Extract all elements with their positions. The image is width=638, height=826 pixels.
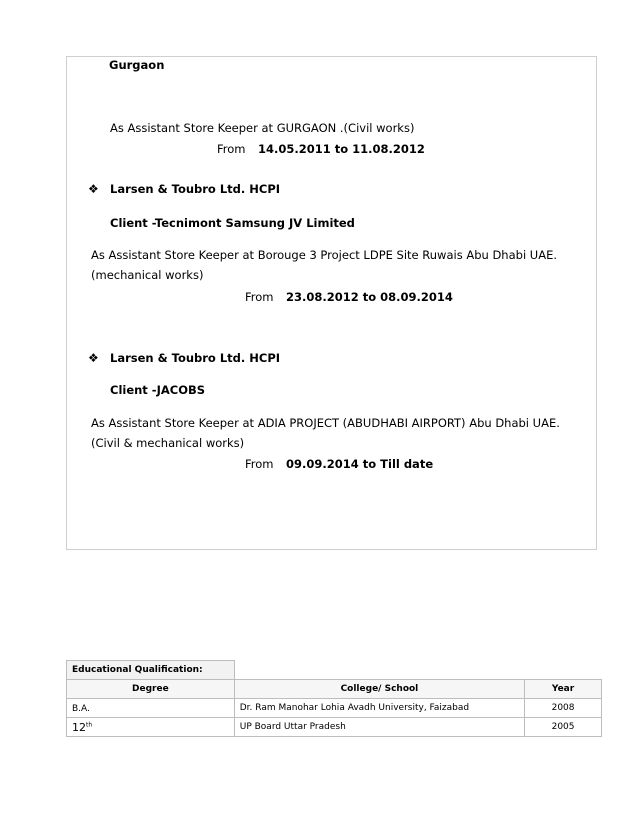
job2-scope: (mechanical works) xyxy=(91,268,204,282)
job1-role: As Assistant Store Keeper at GURGAON .(Civil works) xyxy=(110,121,415,135)
education-table xyxy=(66,660,602,737)
degree-cell: B.A. xyxy=(67,699,235,718)
bullet-diamond-icon: ❖ xyxy=(88,182,99,196)
column-header-degree: Degree xyxy=(67,680,235,699)
job3-role: As Assistant Store Keeper at ADIA PROJECT (ABUDHABI AIRPORT) Abu Dhabi UAE. xyxy=(91,416,560,430)
job2-from-label: From xyxy=(245,290,274,304)
location-label: Gurgaon xyxy=(109,58,165,72)
job3-client: Client -JACOBS xyxy=(110,383,206,397)
year-cell: 2008 xyxy=(525,699,602,718)
table-header-row xyxy=(67,680,602,699)
job1-from-label: From xyxy=(217,142,246,156)
column-header-college: College/ School xyxy=(234,680,524,699)
job3-scope: (Civil & mechanical works) xyxy=(91,436,245,450)
college-cell: Dr. Ram Manohar Lohia Avadh University, Faizabad xyxy=(234,699,524,718)
job3-from-label: From xyxy=(245,457,274,471)
table-row xyxy=(67,718,602,737)
job3-dates: 09.09.2014 to Till date xyxy=(286,457,434,471)
job2-company: Larsen & Toubro Ltd. HCPI xyxy=(110,182,281,196)
college-cell: UP Board Uttar Pradesh xyxy=(234,718,524,737)
job1-dates: 14.05.2011 to 11.08.2012 xyxy=(258,142,425,156)
education-caption: Educational Qualification: xyxy=(67,661,235,680)
degree-cell: 12th xyxy=(67,718,235,737)
job3-company: Larsen & Toubro Ltd. HCPI xyxy=(110,351,281,365)
job2-client: Client -Tecnimont Samsung JV Limited xyxy=(110,216,355,230)
year-cell: 2005 xyxy=(525,718,602,737)
column-header-year: Year xyxy=(525,680,602,699)
job2-role: As Assistant Store Keeper at Borouge 3 Project LDPE Site Ruwais Abu Dhabi UAE. xyxy=(91,248,557,262)
job2-dates: 23.08.2012 to 08.09.2014 xyxy=(286,290,453,304)
table-row xyxy=(67,699,602,718)
bullet-diamond-icon: ❖ xyxy=(88,351,99,365)
